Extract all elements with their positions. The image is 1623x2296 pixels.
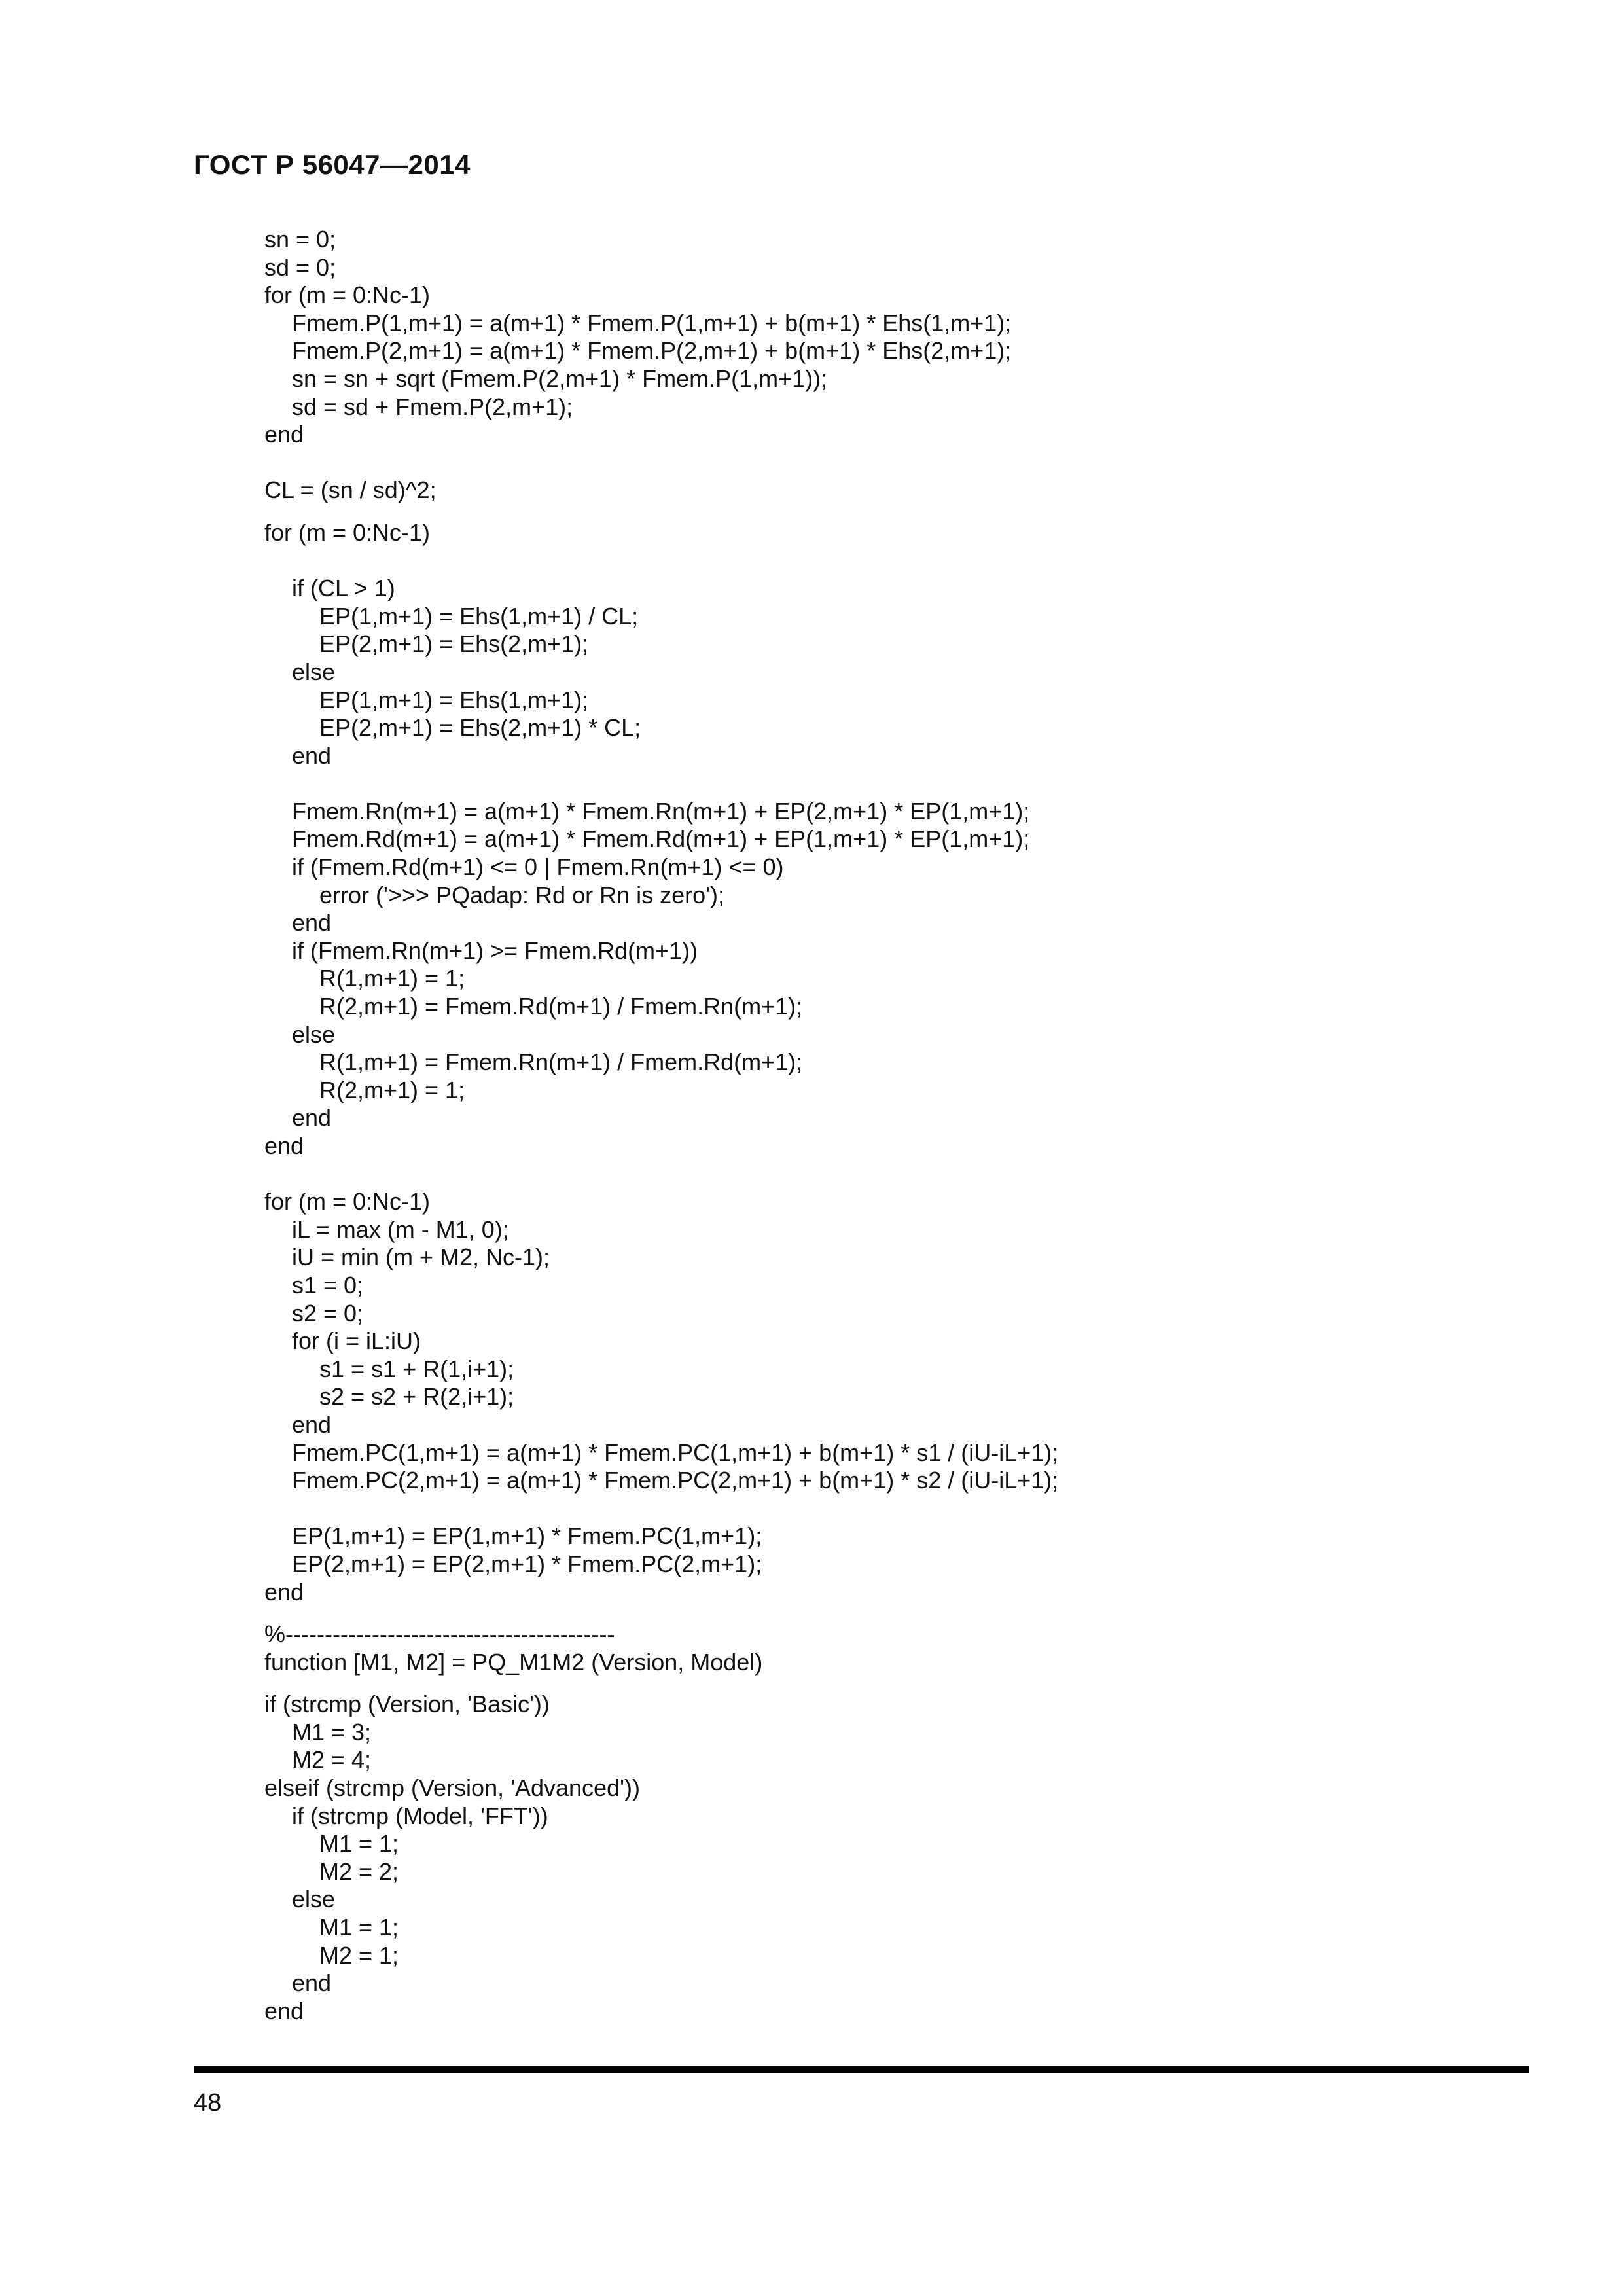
code-line: s1 = s1 + R(1,i+1);: [319, 1355, 514, 1382]
code-line: R(2,m+1) = 1;: [319, 1076, 465, 1103]
page-number: 48: [194, 2089, 222, 2117]
code-line: Fmem.P(1,m+1) = a(m+1) * Fmem.P(1,m+1) + b(m+1) * Ehs(1,m+1);: [292, 309, 1012, 336]
code-line: %------------------------------------------: [264, 1621, 615, 1648]
code-line: EP(1,m+1) = Ehs(1,m+1) / CL;: [319, 602, 639, 630]
code-line: Fmem.PC(1,m+1) = a(m+1) * Fmem.PC(1,m+1) + b(m+1) * s1 / (iU-iL+1);: [292, 1439, 1059, 1466]
code-line: iU = min (m + M2, Nc-1);: [292, 1244, 550, 1271]
code-line: EP(2,m+1) = EP(2,m+1) * Fmem.PC(2,m+1);: [292, 1550, 762, 1577]
code-line: Fmem.P(2,m+1) = a(m+1) * Fmem.P(2,m+1) + b(m+1) * Ehs(2,m+1);: [292, 337, 1012, 365]
code-line: M1 = 1;: [319, 1914, 399, 1941]
code-spacer: [264, 1160, 1508, 1189]
code-line: for (m = 0:Nc-1): [264, 518, 431, 546]
code-line: end: [292, 909, 332, 937]
code-spacer: [264, 449, 1508, 477]
code-line: function [M1, M2] = PQ_M1M2 (Version, Model): [264, 1648, 763, 1676]
code-line: if (strcmp (Model, 'FFT')): [292, 1802, 548, 1829]
code-line: M2 = 1;: [319, 1941, 399, 1969]
code-line: if (strcmp (Version, 'Basic')): [264, 1691, 550, 1718]
code-line: M2 = 4;: [292, 1746, 372, 1774]
code-line: end: [292, 742, 332, 769]
code-line: if (Fmem.Rd(m+1) <= 0 | Fmem.Rn(m+1) <= 0): [292, 853, 784, 881]
code-line: end: [264, 1578, 304, 1605]
footer-divider: [194, 2066, 1529, 2073]
code-line: end: [292, 1969, 332, 1997]
code-line: else: [292, 1020, 336, 1048]
code-line: if (Fmem.Rn(m+1) >= Fmem.Rd(m+1)): [292, 937, 698, 964]
code-line: iL = max (m - M1, 0);: [292, 1215, 509, 1243]
code-line: M2 = 2;: [319, 1857, 399, 1885]
code-line: elseif (strcmp (Version, 'Advanced')): [264, 1774, 640, 1802]
code-spacer: [264, 547, 1508, 575]
code-line: sn = sn + sqrt (Fmem.P(2,m+1) * Fmem.P(1,m+1));: [292, 365, 828, 392]
code-spacer: [264, 1495, 1508, 1523]
code-line: R(1,m+1) = Fmem.Rn(m+1) / Fmem.Rd(m+1);: [319, 1049, 803, 1076]
code-line: R(2,m+1) = Fmem.Rd(m+1) / Fmem.Rn(m+1);: [319, 993, 803, 1020]
code-line: end: [264, 421, 304, 448]
code-line: s1 = 0;: [292, 1271, 364, 1299]
code-line: if (CL > 1): [292, 575, 395, 602]
code-line: for (m = 0:Nc-1): [264, 281, 431, 309]
code-line: error ('>>> PQadap: Rd or Rn is zero');: [319, 881, 724, 908]
code-line: CL = (sn / sd)^2;: [264, 476, 437, 504]
code-line: for (m = 0:Nc-1): [264, 1188, 431, 1215]
code-line: Fmem.PC(2,m+1) = a(m+1) * Fmem.PC(2,m+1) + b(m+1) * s2 / (iU-iL+1);: [292, 1467, 1059, 1494]
code-line: EP(1,m+1) = EP(1,m+1) * Fmem.PC(1,m+1);: [292, 1522, 762, 1550]
code-line: sd = sd + Fmem.P(2,m+1);: [292, 393, 573, 420]
code-line: end: [264, 1997, 304, 2024]
code-line: EP(2,m+1) = Ehs(2,m+1) * CL;: [319, 714, 641, 742]
code-line: for (i = iL:iU): [292, 1327, 421, 1355]
code-line: else: [292, 658, 336, 685]
code-line: EP(2,m+1) = Ehs(2,m+1);: [319, 630, 589, 658]
code-spacer: [264, 1606, 1508, 1621]
code-spacer: [264, 505, 1508, 519]
code-line: sd = 0;: [264, 253, 336, 281]
code-line: M1 = 1;: [319, 1830, 399, 1857]
code-line: M1 = 3;: [292, 1718, 372, 1746]
code-line: R(1,m+1) = 1;: [319, 965, 465, 992]
page-header-standard-id: ГОСТ Р 56047—2014: [194, 149, 471, 180]
code-line: s2 = 0;: [292, 1299, 364, 1327]
code-line: else: [292, 1886, 336, 1913]
code-line: EP(1,m+1) = Ehs(1,m+1);: [319, 686, 589, 713]
code-line: s2 = s2 + R(2,i+1);: [319, 1383, 514, 1410]
code-line: end: [264, 1132, 304, 1159]
code-line: sn = 0;: [264, 226, 336, 253]
code-line: Fmem.Rd(m+1) = a(m+1) * Fmem.Rd(m+1) + EP(1,m+1) * EP(1,m+1);: [292, 825, 1030, 853]
code-line: end: [292, 1410, 332, 1438]
code-listing: [264, 226, 1508, 2025]
code-spacer: [264, 770, 1508, 798]
code-line: Fmem.Rn(m+1) = a(m+1) * Fmem.Rn(m+1) + EP(2,m+1) * EP(1,m+1);: [292, 797, 1030, 825]
code-spacer: [264, 1676, 1508, 1691]
code-line: end: [292, 1104, 332, 1132]
